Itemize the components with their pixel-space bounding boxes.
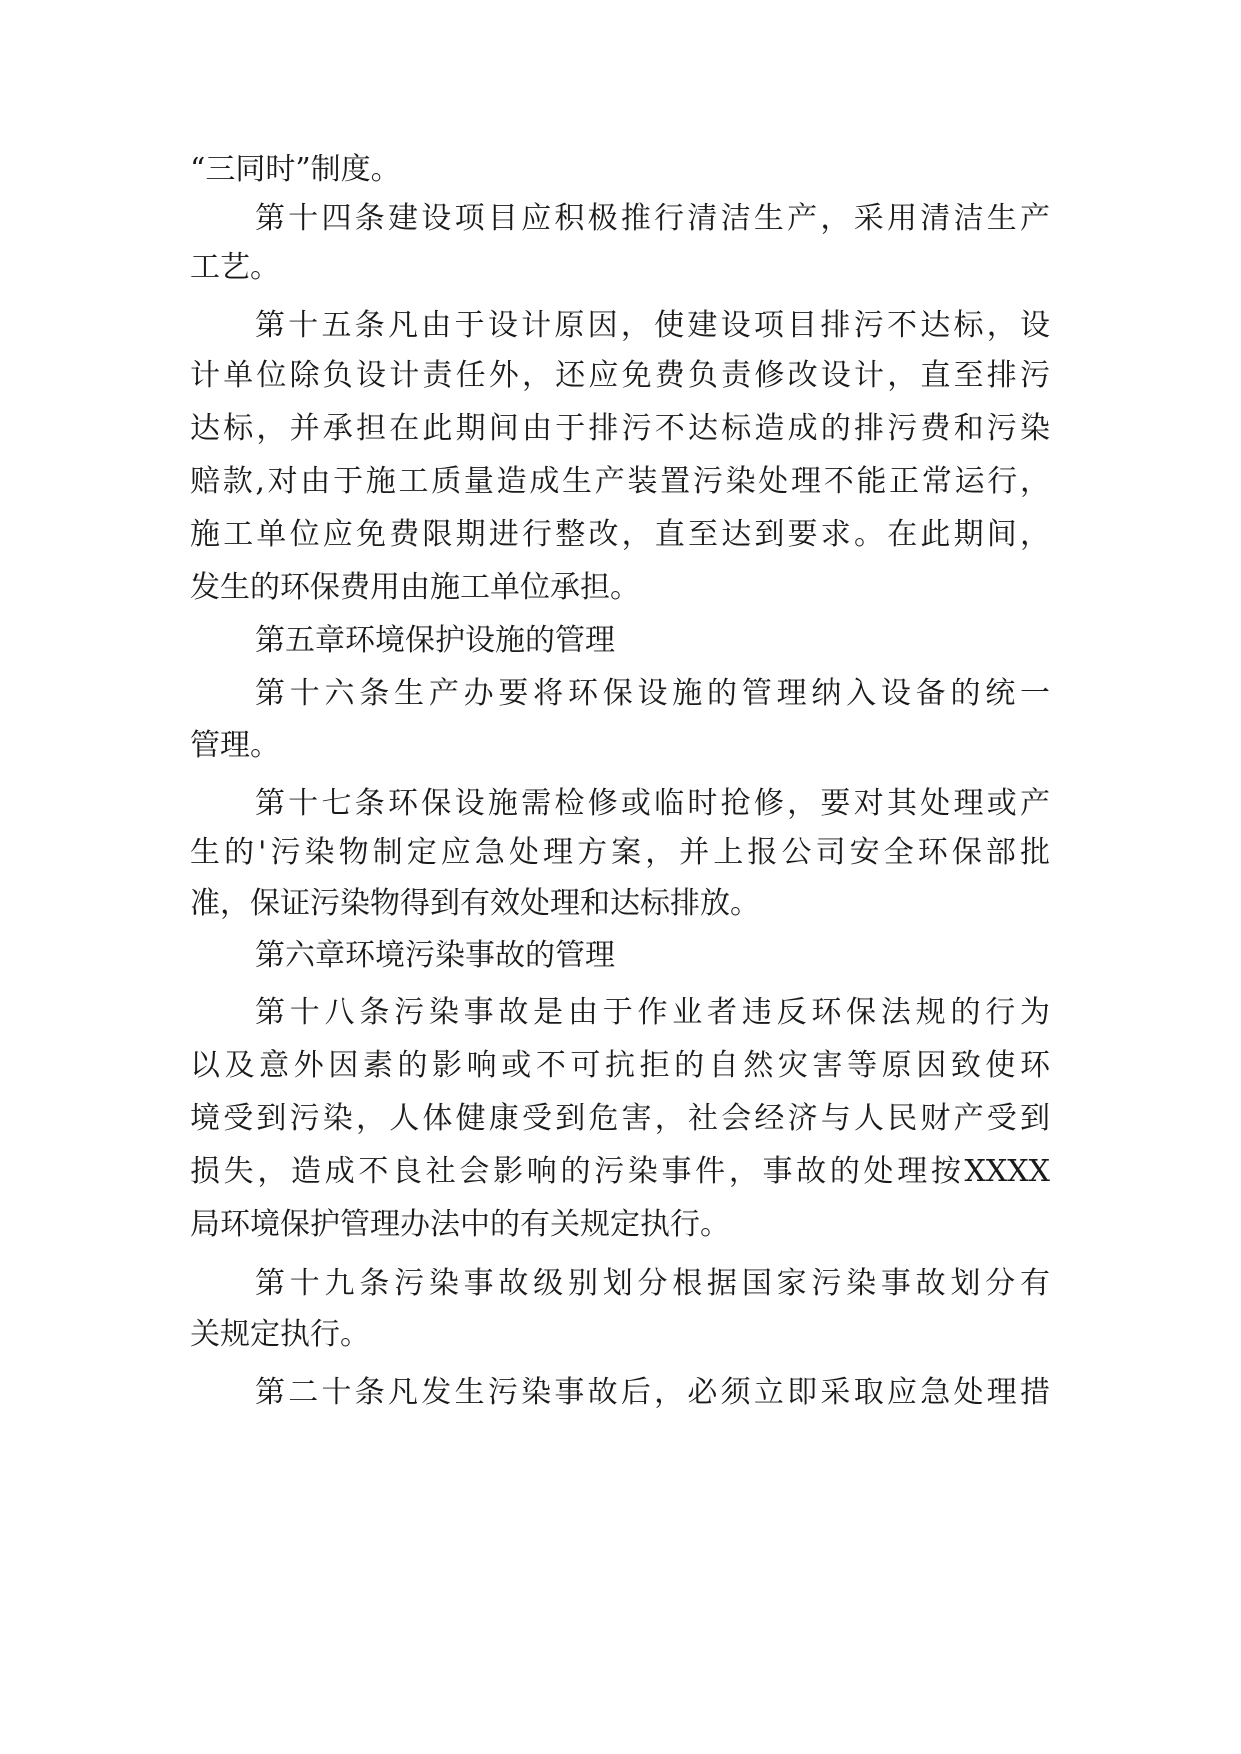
text-line: 管理。 — [190, 728, 280, 763]
text-line: 准，保证污染物得到有效处理和达标排放。 — [190, 886, 760, 921]
article-15-line-1: 第十五条凡由于设计原因，使建设项目排污不达标，设 — [255, 308, 1050, 343]
article-19-line-1: 第十九条污染事故级别划分根据国家污染事故划分有 — [255, 1266, 1050, 1301]
text-line: 计单位除负设计责任外，还应免费负责修改设计，直至排污 — [190, 358, 1050, 393]
article-20-line-1: 第二十条凡发生污染事故后，必须立即采取应急处理措 — [255, 1375, 1050, 1410]
article-14-line-1: 第十四条建设项目应积极推行清洁生产，采用清洁生产 — [255, 201, 1050, 236]
article-17-line-1: 第十七条环保设施需检修或临时抢修，要对其处理或产 — [255, 786, 1050, 821]
article-16-line-1: 第十六条生产办要将环保设施的管理纳入设备的统一 — [255, 676, 1050, 711]
text-line: 关规定执行。 — [190, 1317, 370, 1352]
text-line: 以及意外因素的影响或不可抗拒的自然灾害等原因致使环 — [190, 1048, 1050, 1083]
text-line: 赔款,对由于施工质量造成生产装置污染处理不能正常运行， — [190, 464, 1050, 499]
text-line: 工艺。 — [190, 250, 280, 285]
text-line: 境受到污染，人体健康受到危害，社会经济与人民财产受到 — [190, 1101, 1050, 1136]
text-line: 达标，并承担在此期间由于排污不达标造成的排污费和污染 — [190, 411, 1050, 446]
text-line: 损失，造成不良社会影响的污染事件，事故的处理按XXXX — [190, 1154, 1050, 1189]
article-18-line-1: 第十八条污染事故是由于作业者违反环保法规的行为 — [255, 995, 1050, 1030]
text-line: 发生的环保费用由施工单位承担。 — [190, 570, 640, 605]
text-line: 局环境保护管理办法中的有关规定执行。 — [190, 1207, 730, 1242]
text-line: 生的'污染物制定应急处理方案，并上报公司安全环保部批 — [190, 835, 1050, 870]
text-line: “三同时”制度。 — [190, 152, 401, 187]
chapter-6-heading: 第六章环境污染事故的管理 — [255, 938, 615, 973]
text-line: 施工单位应免费限期进行整改，直至达到要求。在此期间， — [190, 517, 1050, 552]
chapter-5-heading: 第五章环境保护设施的管理 — [255, 623, 615, 658]
